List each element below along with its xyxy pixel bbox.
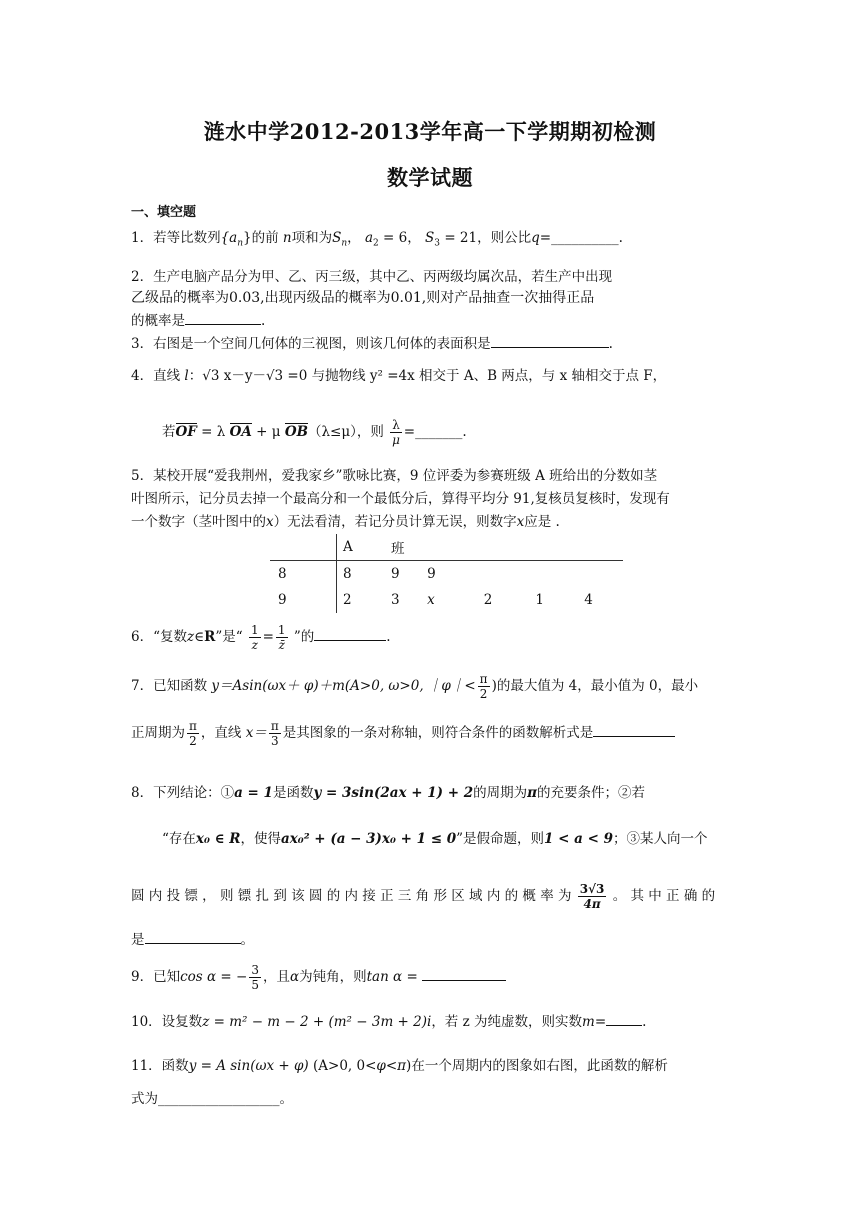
question-9: 9．已知cos α = − $\frac{3}{5}$ ，且α为钝角，则tan α =	[131, 963, 506, 992]
question-5-line-3: 一个数字（茎叶图中的x）无法看清，若记分员计算无误，则数字x应是 .	[131, 514, 560, 530]
stem-8: 8	[278, 566, 287, 582]
question-1: 1．若等比数列$\{a_n\}$的前 n项和为$S_n$， $a_2 = 6$， $S_3 = 21$，则公比q=__________.	[131, 230, 623, 249]
answer-blank	[145, 930, 241, 944]
leaf: 9	[427, 566, 436, 582]
table-header-ban: 班	[391, 541, 405, 557]
question-2-line-1: 2．生产电脑产品分为甲、乙、丙三级，其中乙、丙两级均属次品，若生产中出现	[131, 269, 613, 285]
question-5-line-1: 5．某校开展“爱我荆州，爱我家乡”歌咏比赛，9 位评委为参赛班级 A 班给出的分数如茎	[131, 468, 658, 484]
question-10: 10．设复数z = m² − m − 2 + (m² − 3m + 2)i，若 z 为纯虚数，则实数m= .	[131, 1014, 647, 1030]
leaf: 4	[584, 592, 593, 608]
answer-blank	[491, 334, 609, 348]
table-header-class: A	[337, 534, 392, 561]
leaf: 3	[391, 592, 400, 608]
question-6: 6．“复数z∈R”是“ $\frac{1}{z}$ = $\frac{1}{z̄}$ ”的 .	[131, 623, 391, 652]
answer-blank	[422, 967, 506, 981]
question-5-line-2: 叶图所示，记分员去掉一个最高分和一个最低分后，算得平均分 91,复核员复核时，发现有	[131, 491, 670, 507]
page-subtitle: 数学试题	[387, 165, 473, 190]
lambda-over-mu: $\frac{\lambda}{\mu}$	[392, 418, 400, 447]
answer-blank	[606, 1012, 642, 1026]
answer-blank	[314, 627, 386, 641]
question-8-line-3: 圆 内 投 镖 ， 则 镖 扎 到 该 圆 的 内 接 正 三 角 形 区 域 内 的 概 率 为 $\frac{3√3}{4\pi}$ 。 其 中 正 确 的	[131, 882, 716, 911]
stem-9: 9	[278, 592, 287, 608]
question-2-line-3: 的概率是 .	[131, 313, 266, 329]
leaf: 2	[483, 592, 493, 608]
question-7-line-2: 正周期为 $\frac{\pi}{2}$ ，直线 x＝ $\frac{\pi}{3}$ 是其图象的一条对称轴，则符合条件的函数解析式是	[131, 719, 675, 748]
question-7-line-1: 7．已知函数 y＝Asin(ωx＋ φ)＋m(A>0, ω>0, ｜φ｜< $\frac{\pi}{2}$ )的最大值为 4，最小值为 0，最小	[131, 672, 699, 701]
leaf-unknown-x: x	[427, 592, 435, 608]
question-8-line-1: 8．下列结论：①a = 1是函数y = 3sin(2ax + 1) + 2的周期为π的充要条件；②若	[131, 785, 646, 801]
question-11-line-1: 11．函数y = A sin(ωx + φ) (A>0, 0<φ<π)在一个周期内的图象如右图，此函数的解析	[131, 1058, 668, 1074]
page-title: 涟水中学2012-2013学年高一下学期期初检测	[203, 119, 657, 144]
section-heading: 一、填空题	[131, 205, 197, 220]
question-3: 3．右图是一个空间几何体的三视图，则该几何体的表面积是 .	[131, 336, 613, 352]
answer-blank	[593, 723, 675, 737]
leaf: 9	[391, 566, 400, 582]
question-4-line-2: 若OF = λ OA + μ OB（λ≤μ），则 $\frac{\lambda}{\mu}$ =_______.	[162, 418, 467, 447]
question-8-line-2: “存在x₀ ∈ R，使得ax₀² + (a − 3)x₀ + 1 ≤ 0”是假命题，则1 < a < 9；③某人向一个	[162, 831, 708, 847]
stem-leaf-table	[270, 534, 623, 613]
leaf: 1	[535, 592, 544, 608]
question-4-line-1: 4．直线 l：√3 x－y－√3 =0 与抛物线 y² =4x 相交于 A、B 两点，与 x 轴相交于点 F，	[131, 368, 667, 384]
question-11-line-2: 式为__________________。	[131, 1091, 293, 1107]
leaf: 8	[337, 561, 392, 588]
answer-blank	[185, 311, 261, 325]
leaf: 2	[337, 587, 392, 613]
question-2-line-2: 乙级品的概率为0.03,出现丙级品的概率为0.01,则对产品抽查一次抽得正品	[131, 290, 595, 306]
question-8-line-4: 是 。	[131, 932, 254, 948]
